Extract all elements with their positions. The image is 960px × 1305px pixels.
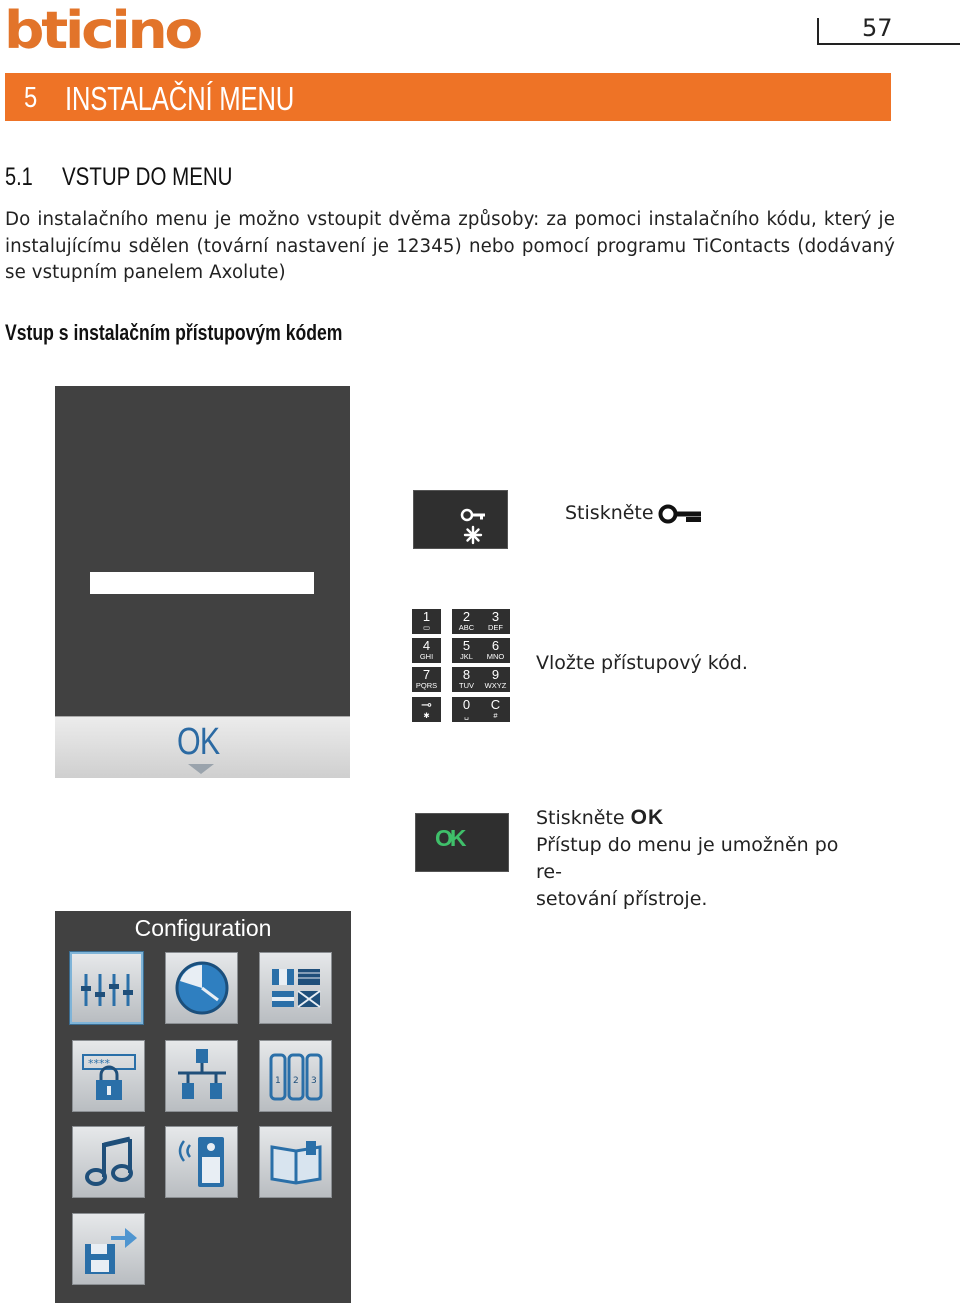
keypad-key-0[interactable]: 0 ␣ bbox=[452, 697, 481, 722]
svg-text:3: 3 bbox=[311, 1076, 317, 1086]
svg-text:2: 2 bbox=[293, 1076, 299, 1086]
keypad-key-3[interactable]: 3 DEF bbox=[481, 609, 510, 634]
ok-softkey-label: OK bbox=[177, 721, 220, 763]
step-press-ok-text bbox=[536, 804, 866, 913]
language-flags-icon[interactable] bbox=[259, 952, 332, 1024]
intercom-handset-icon[interactable] bbox=[165, 1126, 238, 1198]
svg-text:1: 1 bbox=[275, 1076, 281, 1086]
down-arrow-icon bbox=[188, 764, 214, 774]
page-number: 57 bbox=[862, 14, 893, 42]
batteries-icon[interactable] bbox=[259, 1040, 332, 1112]
section-number: 5.1 bbox=[5, 163, 33, 191]
intro-paragraph: Do instalačního menu je možno vstoupit dvěma způsoby: za pomoci instalačního kódu, který je instalujícímu sdělen (tovární nastavení je 12345) nebo pomocí programu TiContacts (dodávaný se vstupním panelem Axolute) bbox=[5, 209, 895, 283]
ok-button-label: OK bbox=[435, 825, 464, 851]
bticino-logo bbox=[4, 6, 204, 52]
keypad-key-4[interactable]: 4 GHI bbox=[412, 638, 441, 663]
adjustment-sliders-icon[interactable] bbox=[70, 952, 143, 1024]
key-icon bbox=[658, 503, 702, 525]
music-note-icon[interactable] bbox=[72, 1126, 145, 1198]
configuration-screen bbox=[55, 911, 351, 1303]
keypad-key-6[interactable]: 6 MNO bbox=[481, 638, 510, 663]
press-ok-line2: Přístup do menu je umožněn po re- bbox=[536, 834, 839, 883]
section-title: VSTUP DO MENU bbox=[62, 163, 233, 191]
chapter-title: INSTALAČNÍ MENU bbox=[65, 80, 295, 117]
keypad-key-9[interactable]: 9 WXYZ bbox=[481, 667, 510, 692]
key-star-icon bbox=[414, 491, 509, 550]
clock-icon[interactable] bbox=[165, 952, 238, 1024]
keypad-key-1[interactable]: 1 ▭ bbox=[412, 609, 441, 634]
key-star-button[interactable] bbox=[413, 490, 508, 549]
step-press-key-text: Stiskněte bbox=[565, 502, 654, 524]
keypad-key-5[interactable]: 5 JKL bbox=[452, 638, 481, 663]
network-icon[interactable] bbox=[165, 1040, 238, 1112]
save-export-icon[interactable] bbox=[72, 1213, 145, 1285]
chapter-number: 5 bbox=[24, 82, 38, 114]
keypad-key-star[interactable]: ⊸ ✱ bbox=[412, 697, 441, 722]
keypad-key-8[interactable]: 8 TUV bbox=[452, 667, 481, 692]
code-entry-screen bbox=[55, 386, 350, 778]
access-code-field[interactable] bbox=[90, 572, 314, 594]
subsection-title: Vstup s instalačním přístupovým kódem bbox=[5, 320, 343, 345]
ok-inline-label: OK bbox=[630, 806, 665, 829]
address-book-icon[interactable] bbox=[259, 1126, 332, 1198]
password-lock-icon[interactable] bbox=[72, 1040, 145, 1112]
step-enter-code-text: Vložte přístupový kód. bbox=[536, 652, 748, 674]
keypad-key-c[interactable]: C # bbox=[481, 697, 510, 722]
numeric-keypad bbox=[412, 609, 510, 722]
keypad-key-7[interactable]: 7 PQRS bbox=[412, 667, 441, 692]
ok-button[interactable] bbox=[415, 813, 509, 872]
press-ok-line3: setování přístroje. bbox=[536, 888, 708, 910]
press-ok-line1: Stiskněte OK bbox=[536, 806, 665, 829]
configuration-title: Configuration bbox=[134, 915, 272, 941]
svg-text:****: **** bbox=[88, 1057, 110, 1070]
svg-text:bticino: bticino bbox=[4, 6, 202, 52]
keypad-key-2[interactable]: 2 ABC bbox=[452, 609, 481, 634]
ok-softkey-bar[interactable] bbox=[55, 716, 350, 778]
